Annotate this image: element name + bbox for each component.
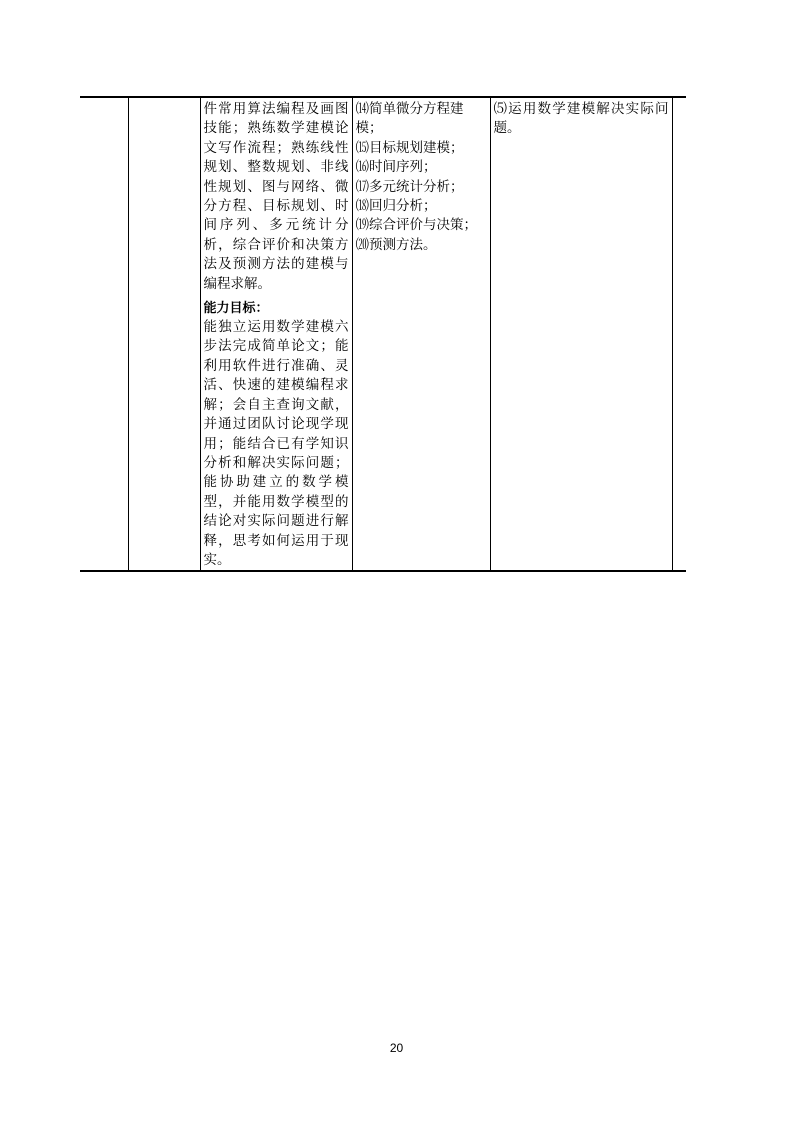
content-item: ⒅回归分析； [355,198,437,215]
knowledge-text: 件常用算法编程及画图技能；熟练数学建模论文写作流程；熟练线性规划、整数规划、非线性规划、图与网络、微分方程、目标规划、时间序列、多元统计分析，综合评价和决策方法及预测方法的建模与编程求解。 [203,101,349,292]
course-table [80,96,686,572]
empty-cell-6 [672,97,686,571]
requirement-text: ⑸运用数学建模解决实际问题。 [493,101,669,137]
table-row [80,97,686,571]
page-number: 20 [389,1041,404,1055]
ability-text: 能独立运用数学建模六步法完成简单论文；能利用软件进行准确、灵活、快速的建模编程求解；会自主查询文献，并通过团队讨论现学现用；能结合已有学知识分析和解决实际问题；能协助建立的数学模型，并能用数学模型的结论对实际问题进行解释，思考如何运用于现实。 [203,319,349,568]
empty-cell-2 [128,97,200,571]
content-item: ⒆综合评价与决策； [355,217,477,234]
ability-heading: 能力目标： [203,301,269,317]
empty-cell-1 [80,97,128,571]
requirement-cell [490,97,672,571]
objectives-cell [200,97,352,571]
content-cell [352,97,490,571]
content-item: ⒇预测方法。 [355,236,437,253]
content-item: ⒃时间序列； [355,159,437,176]
content-item: ⒄多元统计分析； [355,178,464,195]
content-item: ⒁简单微分方程建模； [355,101,464,137]
content-item: ⒂目标规划建模； [355,139,464,156]
